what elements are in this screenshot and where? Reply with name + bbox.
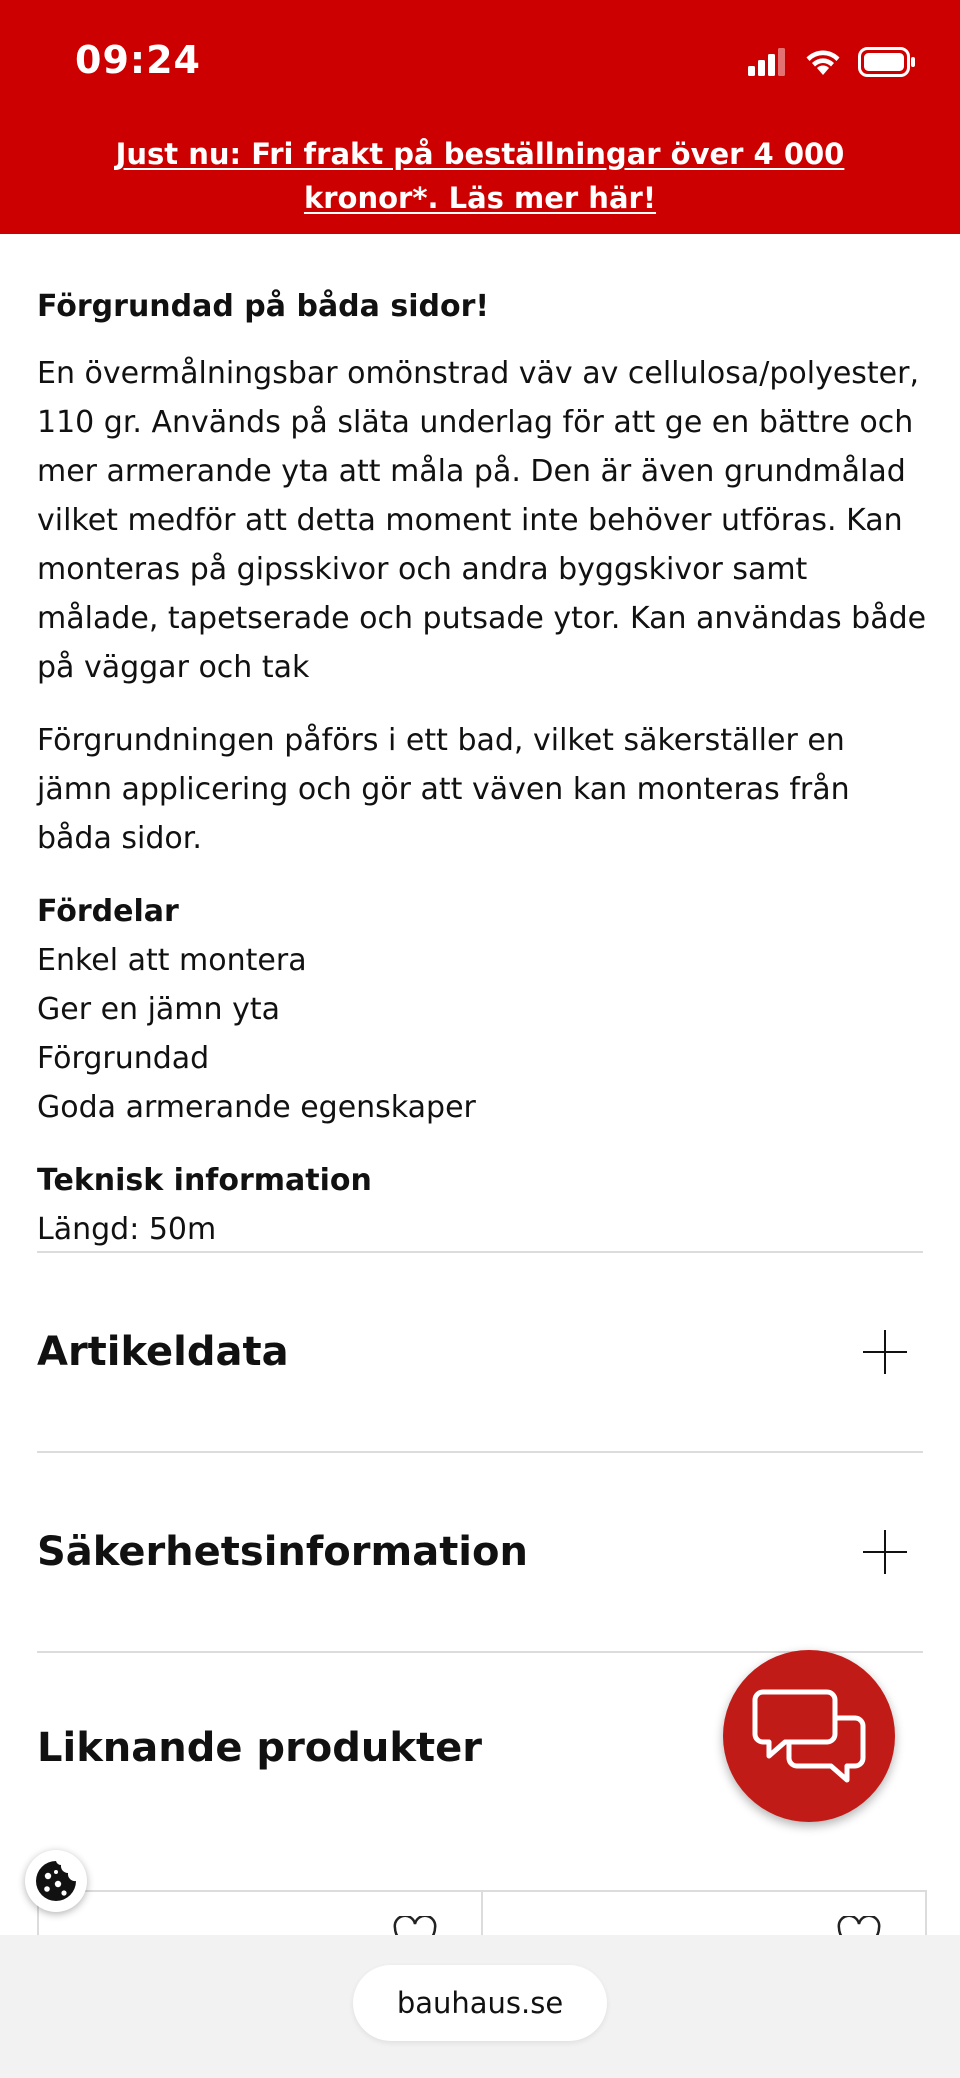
browser-address-bar — [0, 1935, 960, 2078]
chat-bubbles-icon — [751, 1688, 867, 1784]
battery-icon — [858, 47, 916, 77]
cookie-settings-button[interactable] — [25, 1850, 87, 1912]
feature-item: Ger en jämn yta — [37, 992, 280, 1027]
plus-icon[interactable] — [863, 1330, 907, 1374]
features-list — [37, 936, 927, 1132]
status-time: 09:24 — [75, 38, 201, 82]
product-description — [37, 282, 927, 1254]
url-field[interactable]: bauhaus.se — [353, 1965, 607, 2041]
description-lead: Förgrundad på båda sidor! — [37, 289, 490, 324]
feature-item: Förgrundad — [37, 1041, 210, 1076]
feature-item: Enkel att montera — [37, 943, 307, 978]
plus-icon[interactable] — [863, 1530, 907, 1574]
status-icons — [748, 44, 916, 80]
features-title: Fördelar — [37, 894, 179, 929]
tech-info-length: Längd: 50m — [37, 1212, 217, 1247]
accordion-safety-info[interactable] — [37, 1453, 923, 1651]
feature-item: Goda armerande egenskaper — [37, 1090, 476, 1125]
chat-button[interactable] — [723, 1650, 895, 1822]
similar-products-title: Liknande produkter — [37, 1725, 482, 1771]
accordion-article-data[interactable] — [37, 1253, 923, 1451]
cookie-icon — [33, 1858, 79, 1904]
promo-banner — [0, 120, 960, 234]
status-bar — [0, 0, 960, 120]
description-paragraph-1: En övermålningsbar omönstrad väv av cellulosa/polyester, 110 gr. Används på släta underlag för att ge en bättre och mer armerande yta att måla på. Den är även grundmålad vilket medför att detta moment inte behöver utföras. Kan monteras på gipsskivor och andra byggskivor samt målade, tapetserade och putsade ytor. Kan användas både på väggar och tak — [37, 356, 927, 685]
accordion-title: Säkerhetsinformation — [37, 1529, 528, 1575]
accordion-title: Artikeldata — [37, 1329, 289, 1375]
wifi-icon — [804, 48, 842, 76]
description-paragraph-2: Förgrundningen påförs i ett bad, vilket säkerställer en jämn applicering och gör att väven kan monteras från båda sidor. — [37, 723, 850, 856]
tech-info-title: Teknisk information — [37, 1163, 372, 1198]
promo-link[interactable]: Just nu: Fri frakt på beställningar över 4 000 kronor*. Läs mer här! — [115, 137, 845, 215]
cellular-signal-icon — [748, 48, 788, 76]
